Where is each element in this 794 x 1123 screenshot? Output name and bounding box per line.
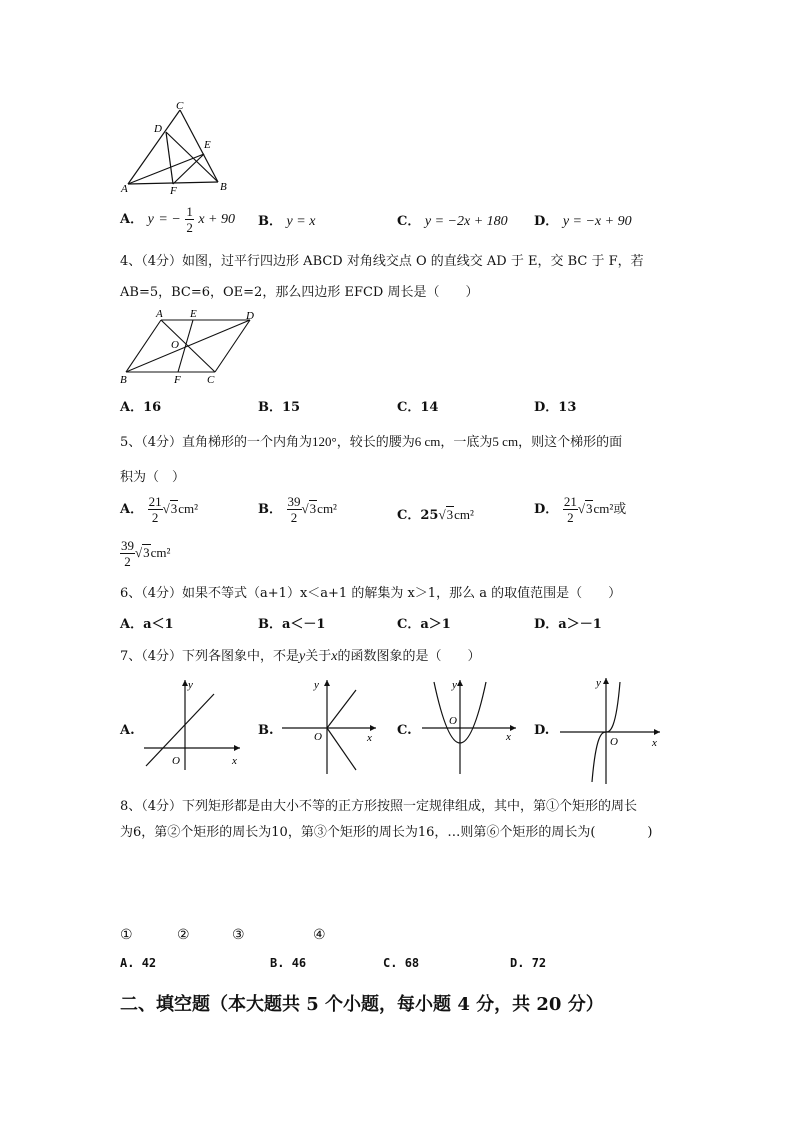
svg-text:O: O <box>314 731 322 743</box>
q7-option-a-label: A. <box>120 723 135 738</box>
svg-text:O: O <box>610 736 618 748</box>
base-value: 5 cm <box>492 434 519 449</box>
label-C: C <box>176 100 184 112</box>
svg-text:y: y <box>314 679 319 691</box>
math-expr: y = x <box>286 214 316 229</box>
svg-text:y: y <box>596 677 601 689</box>
option-label: A． <box>120 212 144 227</box>
q6-option-b: B．a＜－1 <box>258 617 326 632</box>
q8-circle-2: ② <box>177 927 190 943</box>
graph-d <box>556 674 666 786</box>
q4-option-a: A．16 <box>120 400 162 415</box>
label-E: E <box>204 139 211 151</box>
q8-option-d: D. 72 <box>510 956 547 970</box>
leg-value: 6 cm <box>414 434 441 449</box>
svg-text:O: O <box>449 715 457 727</box>
graph-a <box>140 676 250 772</box>
option-label: C． <box>397 214 421 229</box>
label-D: D <box>246 310 254 322</box>
label-F: F <box>174 374 181 386</box>
q6-text: 6、（4分）如果不等式（a+1）x＜a+1 的解集为 x＞1，那么 a 的取值范围是（ ） <box>120 586 622 601</box>
math-op: = − <box>158 212 181 227</box>
option-label: D． <box>534 214 559 229</box>
svg-text:x: x <box>367 732 372 744</box>
math-expr: y = −2x + 180 <box>424 214 508 229</box>
q7-text: 7、（4分）下列各图象中，不是y关于x的函数图象的是（ ） <box>120 649 481 664</box>
label-F: F <box>170 185 177 194</box>
q3-option-d <box>534 210 632 230</box>
q7-option-d-label: D. <box>534 723 550 738</box>
math-expr: y = −x + 90 <box>562 214 632 229</box>
q3-option-c <box>397 210 508 230</box>
section-2-heading: 二、填空题（本大题共 5 个小题，每小题 4 分，共 20 分） <box>120 994 604 1015</box>
q8-option-b: B. 46 <box>270 956 307 970</box>
label-A: A <box>121 183 128 194</box>
q8-line1: 8、（4分）下列矩形都是由大小不等的正方形按照一定规律组成，其中，第①个矩形的周长 <box>120 799 638 814</box>
label-C: C <box>207 374 215 386</box>
q8-option-c: C. 68 <box>383 956 420 970</box>
svg-text:y: y <box>452 679 457 691</box>
q8-line2: 为6，第②个矩形的周长为10，第③个矩形的周长为16，…则第⑥个矩形的周长为( ) <box>120 825 653 840</box>
label-D: D <box>154 123 162 135</box>
q8-circle-3: ③ <box>232 927 245 943</box>
svg-text:O: O <box>172 755 180 767</box>
q6-option-c: C．a＞1 <box>397 617 451 632</box>
q5-option-a: A． $\frac{21}{2}$ √3cm² <box>120 494 199 525</box>
q5-option-d-cont: $\frac{39}{2}$ √3cm² <box>121 538 171 569</box>
math-var: y <box>147 212 154 227</box>
svg-text:x: x <box>232 755 237 767</box>
q8-option-a: A. 42 <box>120 956 157 970</box>
triangle-figure <box>118 98 233 194</box>
label-B: B <box>120 374 127 386</box>
q4-line1: 4、（4分）如图，过平行四边形 ABCD 对角线交点 O 的直线交 AD 于 E，交 BC 于 F，若 <box>120 254 644 269</box>
q5-line1: 5、（4分）直角梯形的一个内角为120°，较长的腰为6 cm，一底为5 cm，则这个梯形的面 <box>120 434 623 450</box>
q5-option-c: C．25√3cm² <box>397 507 474 523</box>
label-A: A <box>156 308 163 320</box>
math-expr: x + 90 <box>198 212 236 227</box>
q8-circle-1: ① <box>120 927 133 943</box>
parallelogram-figure <box>118 306 260 386</box>
q6-option-a: A．a＜1 <box>120 617 174 632</box>
q3-option-a <box>120 204 235 235</box>
label-O: O <box>171 339 179 351</box>
q5-line2: 积为（ ） <box>120 470 186 485</box>
svg-text:x: x <box>506 731 511 743</box>
svg-text:x: x <box>652 737 657 749</box>
graph-c <box>418 676 520 776</box>
q3-option-b <box>258 210 315 230</box>
q7-option-c-label: C. <box>397 723 412 738</box>
q4-option-d: D．13 <box>534 400 577 415</box>
graph-b <box>278 676 380 776</box>
q4-line2: AB=5，BC=6，OE=2，那么四边形 EFCD 周长是（ ） <box>120 285 479 300</box>
svg-text:y: y <box>188 679 193 691</box>
label-B: B <box>220 181 227 193</box>
q4-option-c: C．14 <box>397 400 439 415</box>
q7-option-b-label: B. <box>258 723 274 738</box>
q4-option-b: B．15 <box>258 400 301 415</box>
label-E: E <box>190 308 197 320</box>
angle-value: 120° <box>312 434 337 449</box>
q6-option-d: D．a＞－1 <box>534 617 602 632</box>
q5-option-d: D． $\frac{21}{2}$ √3cm²或 <box>534 494 627 525</box>
q5-option-b: B． $\frac{39}{2}$ √3cm² <box>258 494 337 525</box>
option-label: B． <box>258 214 282 229</box>
fraction: $\frac{1}{2}$ <box>186 204 193 235</box>
q8-circle-4: ④ <box>313 927 326 943</box>
